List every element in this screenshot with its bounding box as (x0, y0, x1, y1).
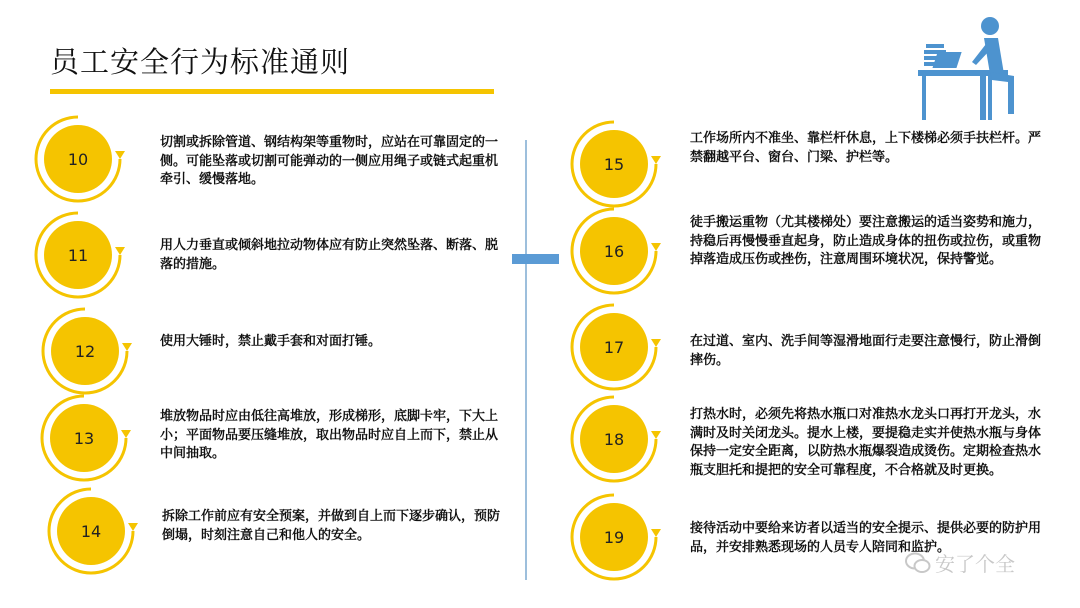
wechat-icon (905, 552, 931, 574)
watermark-text: 安了个全 (935, 552, 1015, 576)
rule-text: 在过道、室内、洗手间等湿滑地面行走要注意慢行，防止滑倒摔伤。 (690, 334, 1042, 368)
rule-text: 使用大锤时，禁止戴手套和对面打锤。 (160, 334, 382, 349)
badge-number: 15 (603, 154, 625, 174)
badge-number: 12 (74, 341, 96, 361)
person-at-desk-icon (910, 14, 1020, 120)
number-badge (566, 489, 662, 585)
number-badge (43, 483, 139, 579)
badge-number: 10 (67, 149, 89, 169)
rule-text: 接待活动中要给来访者以适当的安全提示、提供必要的防护用品，并安排熟悉现场的人员专人陪同和监护。 (690, 521, 1042, 555)
center-marker (512, 254, 559, 264)
badge-number: 16 (603, 241, 625, 261)
number-badge (566, 203, 662, 299)
badge-number: 18 (603, 429, 625, 449)
rule-text: 拆除工作前应有安全预案，并做到自上而下逐步确认，预防倒塌，时刻注意自己和他人的安全。 (162, 509, 501, 543)
number-badge (30, 111, 126, 207)
rule-text: 用人力垂直或倾斜地拉动物体应有防止突然坠落、断落、脱落的措施。 (160, 238, 499, 272)
badge-number: 11 (67, 245, 89, 265)
rule-text: 工作场所内不准坐、靠栏杆休息，上下楼梯必须手扶栏杆。严禁翻越平台、窗台、门梁、护栏等。 (690, 131, 1042, 165)
number-badge (566, 299, 662, 395)
page-title: 员工安全行为标准通则 (50, 45, 351, 79)
rule-text: 堆放物品时应由低往高堆放，形成梯形，底脚卡牢，下大上小；平面物品要压缝堆放，取出物品时应自上而下，禁止从中间抽取。 (160, 409, 499, 461)
badge-number: 14 (80, 521, 102, 541)
number-badge (566, 116, 662, 212)
badge-number: 19 (603, 527, 625, 547)
number-badge (30, 207, 126, 303)
number-badge (566, 391, 662, 487)
number-badge (37, 303, 133, 399)
badge-number: 13 (73, 428, 95, 448)
rule-text: 徒手搬运重物（尤其楼梯处）要注意搬运的适当姿势和施力，持稳后再慢慢垂直起身，防止造成身体的扭伤或拉伤，或重物掉落造成压伤或挫伤，注意周围环境状况，保持警觉。 (690, 215, 1042, 267)
rule-text: 打热水时，必须先将热水瓶口对准热水龙头口再打开龙头，水满时及时关闭龙头。提水上楼，要提稳走实并使热水瓶与身体保持一定安全距离，以防热水瓶爆裂造成烫伤。定期检查热水瓶支胆托和提把的安全可靠程度，不合格就及时更换。 (690, 407, 1042, 478)
rule-text: 切割或拆除管道、钢结构架等重物时，应站在可靠固定的一侧。可能坠落或切割可能弹动的一侧应用绳子或链式起重机牵引、缓慢落地。 (160, 135, 499, 187)
center-divider (525, 140, 527, 580)
watermark (905, 548, 1015, 577)
badge-number: 17 (603, 337, 625, 357)
number-badge (36, 390, 132, 486)
title-underline (50, 89, 494, 94)
